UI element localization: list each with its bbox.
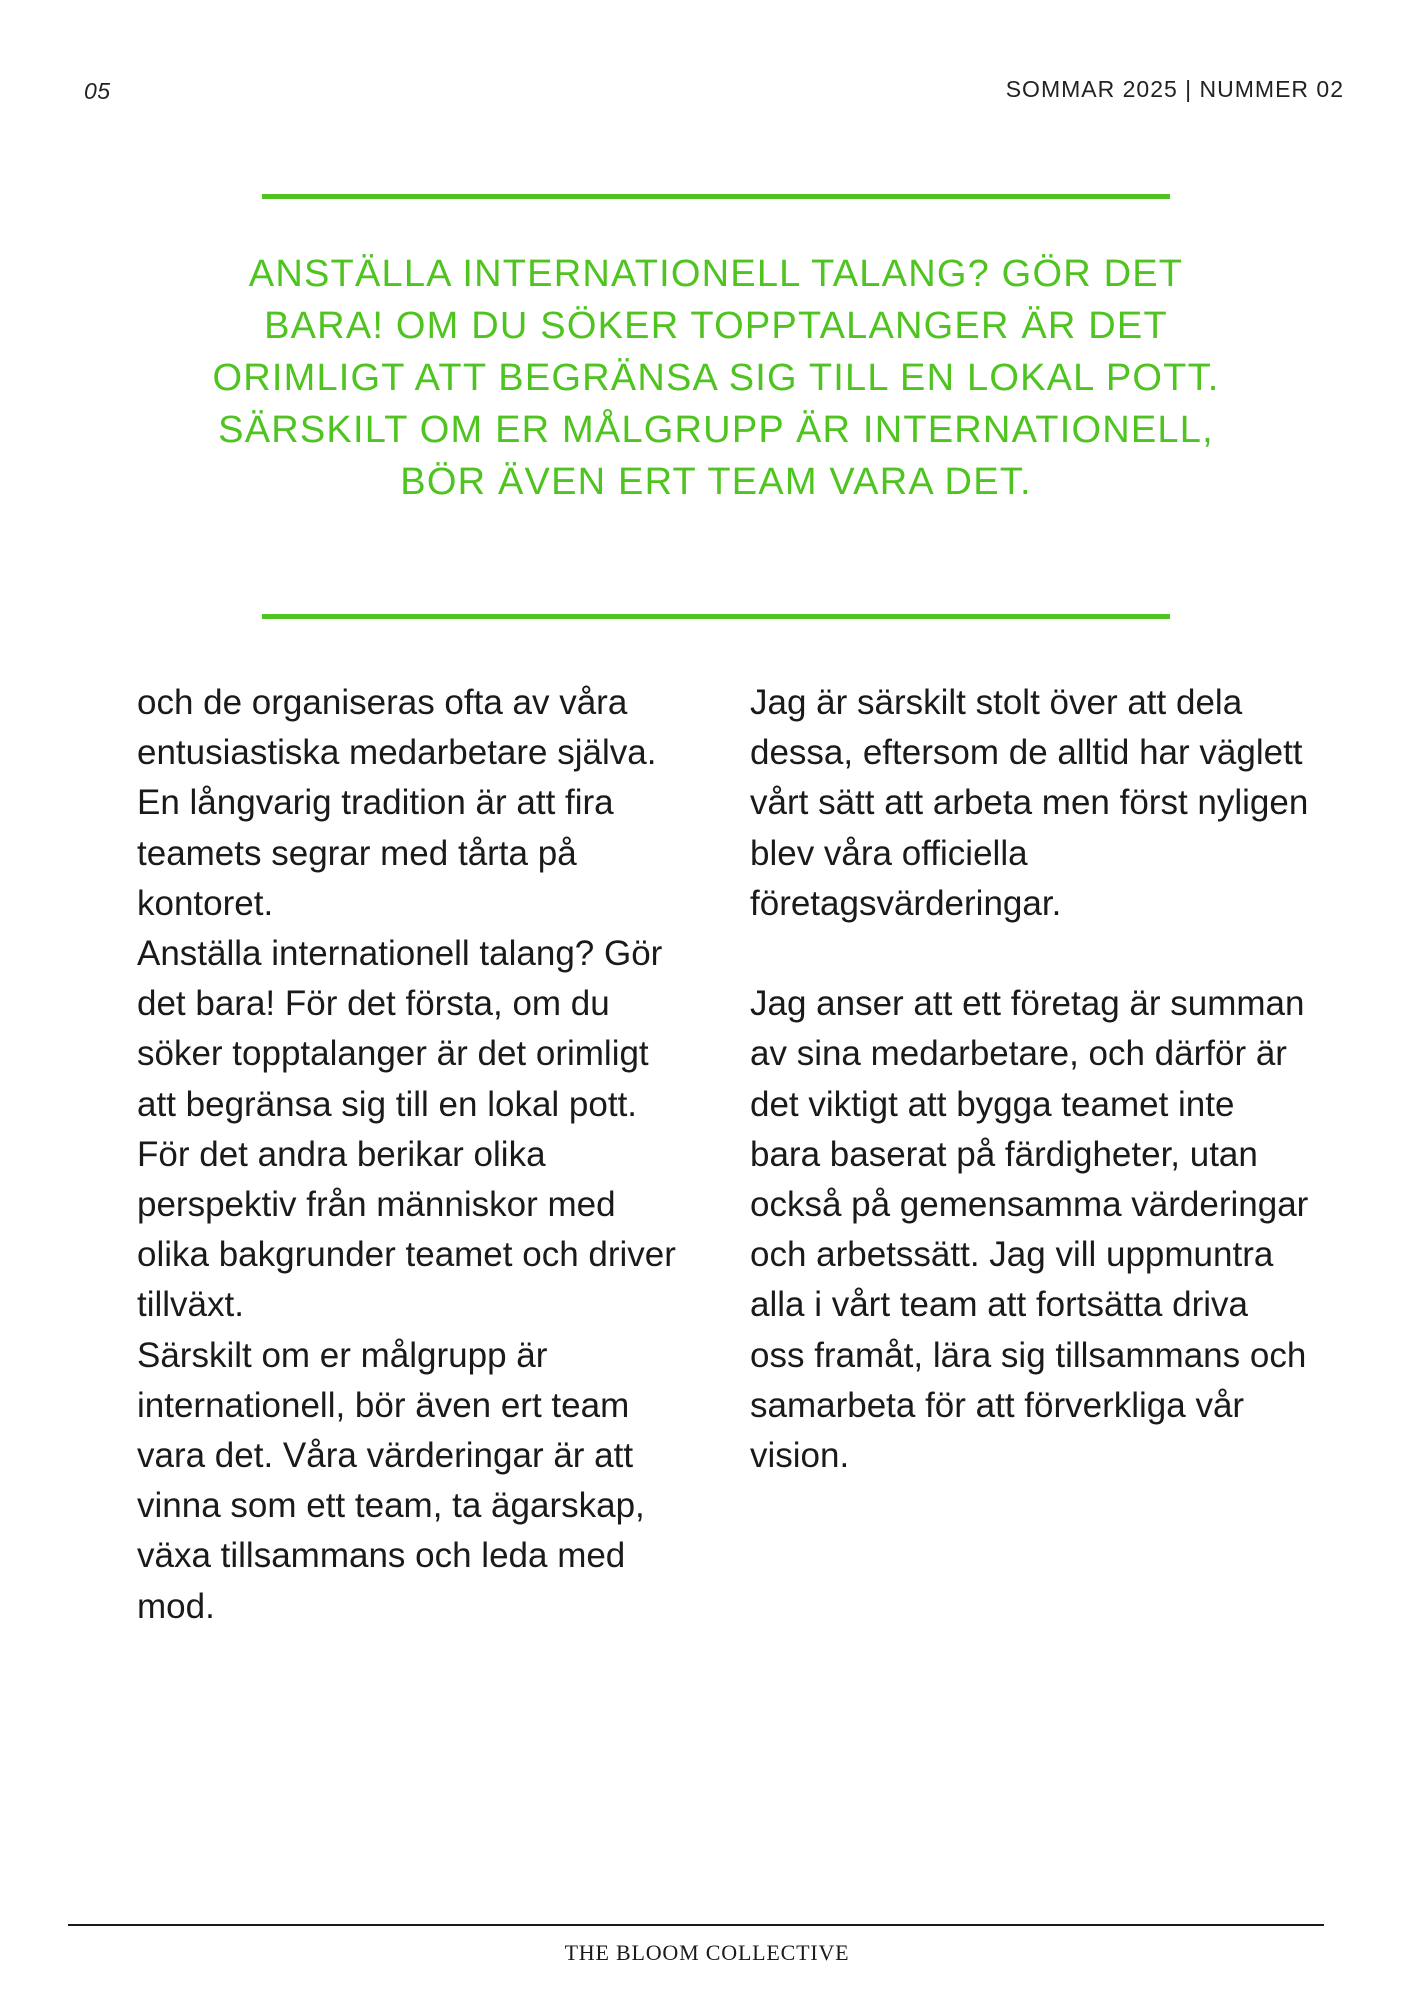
body-column-right xyxy=(750,678,1310,1481)
issue-info: SOMMAR 2025 | NUMMER 02 xyxy=(1005,76,1344,102)
pull-quote-top-rule xyxy=(262,194,1170,199)
paragraph: och de organiseras ofta av våra entusiastiska medarbetare själva. En långvarig tradition är att fira teamets segrar med tårta på kontoret. xyxy=(137,683,657,923)
pull-quote-bottom-rule xyxy=(262,614,1170,619)
publication-name: THE BLOOM COLLECTIVE xyxy=(564,1940,850,1965)
paragraph: Särskilt om er målgrupp är internationell, bör även ert team vara det. Våra värderingar är att vinna som ett team, ta ägarskap, växa tillsammans och leda med mod. xyxy=(137,1335,645,1626)
pull-quote: ANSTÄLLA INTERNATIONELL TALANG? GÖR DET BARA! OM DU SÖKER TOPPTALANGER ÄR DET ORIMLIGT ATT BEGRÄNSA SIG TILL EN LOKAL POTT. SÄRSKILT OM ER MÅLGRUPP ÄR INTERNATIONELL, BÖR ÄVEN ERT TEAM VARA DET. xyxy=(212,253,1220,503)
footer-divider xyxy=(68,1924,1324,1926)
paragraph: Jag är särskilt stolt över att dela dessa, eftersom de alltid har väglett vårt sätt att arbeta men först nyligen blev våra officiella företagsvärderingar. xyxy=(750,683,1309,923)
body-column-left xyxy=(137,678,697,1632)
paragraph: Anställa internationell talang? Gör det bara! För det första, om du söker topptalanger är det orimligt att begränsa sig till en lokal pott. För det andra berikar olika perspektiv från människor med olika bakgrunder teamet och driver tillväxt. xyxy=(137,934,676,1325)
page-number: 05 xyxy=(84,78,111,104)
paragraph: Jag anser att ett företag är summan av sina medarbetare, och därför är det viktigt att bygga teamet inte bara baserat på färdigheter, utan också på gemensamma värderingar och arbetssätt. Jag vill uppmuntra alla i vårt team att fortsätta driva oss framåt, lära sig tillsammans och samarbeta för att förverkliga vår vision. xyxy=(750,984,1309,1476)
